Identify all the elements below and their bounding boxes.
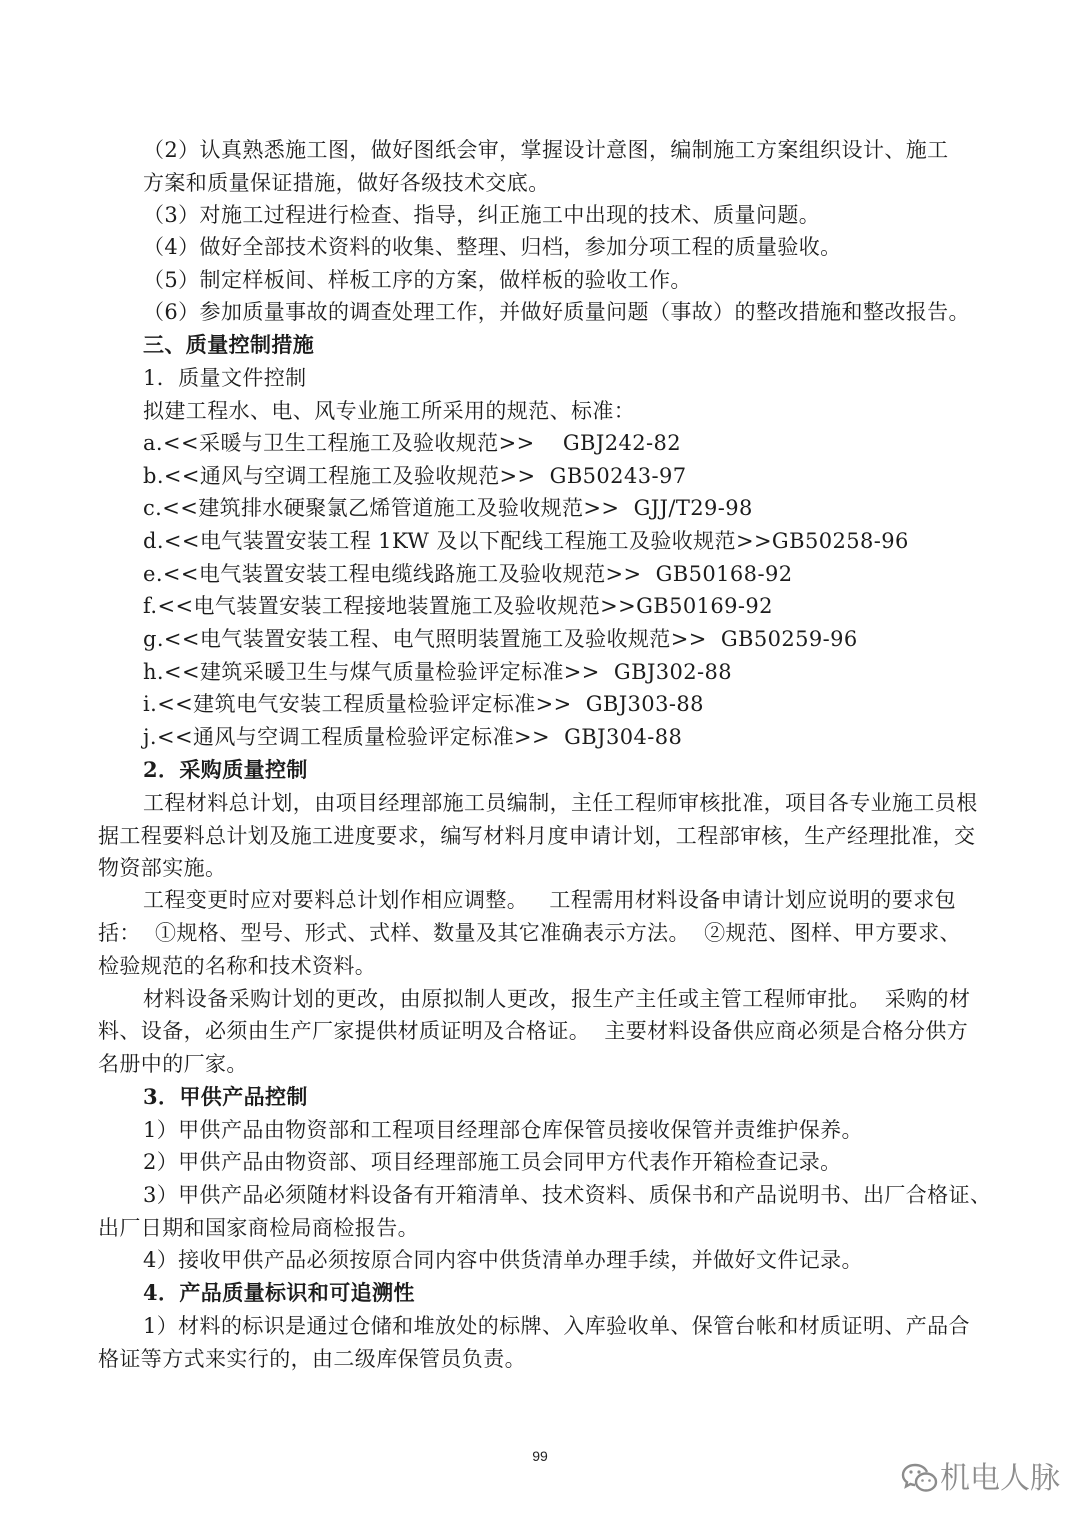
- documents-intro: 拟建工程水、电、风专业施工所采用的规范、标准：: [143, 399, 636, 423]
- list-item: 1）材料的标识是通过仓储和堆放处的标牌、入库验收单、保管台帐和材质证明、产品合: [143, 1314, 970, 1338]
- standard-item: i.<<建筑电气安装工程质量检验评定标准>> GBJ303-88: [143, 692, 704, 716]
- paragraph-line: 据工程要料总计划及施工进度要求，编写材料月度申请计划，工程部审核，生产经理批准，交: [98, 824, 976, 848]
- paragraph-line: 检验规范的名称和技术资料。: [98, 954, 377, 978]
- responsibility-item-4: （4）做好全部技术资料的收集、整理、归档，参加分项工程的质量验收。: [143, 235, 842, 259]
- standard-item: j.<<通风与空调工程质量检验评定标准>> GBJ304-88: [143, 725, 683, 749]
- subsection-heading-procurement: 2．采购质量控制: [143, 757, 308, 782]
- responsibility-item-5: （5）制定样板间、样板工序的方案，做样板的验收工作。: [143, 268, 692, 292]
- list-item-continued: 格证等方式来实行的，由二级库保管员负责。: [98, 1347, 526, 1371]
- paragraph-line: 物资部实施。: [98, 856, 227, 880]
- standard-item: d.<<电气装置安装工程 1KW 及以下配线工程施工及验收规范>>GB50258-96: [143, 529, 909, 553]
- section-heading: 三、质量控制措施: [143, 332, 315, 357]
- standard-item: c.<<建筑排水硬聚氯乙烯管道施工及验收规范>> GJJ/T29-98: [143, 496, 753, 520]
- list-item-continued: 出厂日期和国家商检局商检报告。: [98, 1216, 419, 1240]
- wechat-icon: [901, 1462, 939, 1494]
- paragraph-line: 工程变更时应对要料总计划作相应调整。 工程需用材料设备申请计划应说明的要求包: [143, 888, 957, 912]
- subsection-heading-traceability: 4．产品质量标识和可追溯性: [143, 1280, 415, 1305]
- paragraph-line: 料、设备，必须由生产厂家提供材质证明及合格证。 主要材料设备供应商必须是合格分供方: [98, 1019, 969, 1043]
- subsection-heading-documents: 1．质量文件控制: [143, 366, 307, 390]
- page-number: 99: [532, 1448, 548, 1464]
- list-item: 4）接收甲供产品必须按原合同内容中供货清单办理手续，并做好文件记录。: [143, 1248, 863, 1272]
- list-item: 1）甲供产品由物资部和工程项目经理部仓库保管员接收保管并责维护保养。: [143, 1118, 863, 1142]
- paragraph-line: 括： ①规格、型号、形式、式样、数量及其它准确表示方法。 ②规范、图样、甲方要求、: [98, 921, 961, 945]
- responsibility-item-3: （3）对施工过程进行检查、指导，纠正施工中出现的技术、质量问题。: [143, 203, 821, 227]
- standard-item: h.<<建筑采暖卫生与煤气质量检验评定标准>> GBJ302-88: [143, 660, 733, 684]
- standard-item: g.<<电气装置安装工程、电气照明装置施工及验收规范>> GB50259-96: [143, 627, 858, 651]
- list-item: 3）甲供产品必须随材料设备有开箱清单、技术资料、质保书和产品说明书、出厂合格证、: [143, 1183, 992, 1207]
- standard-item: f.<<电气装置安装工程接地装置施工及验收规范>>GB50169-92: [143, 594, 773, 618]
- paragraph-line: 材料设备采购计划的更改，由原拟制人更改，报生产主任或主管工程师审批。 采购的材: [143, 987, 971, 1011]
- responsibility-item-6: （6）参加质量事故的调查处理工作，并做好质量问题（事故）的整改措施和整改报告。: [143, 300, 970, 324]
- standard-item: b.<<通风与空调工程施工及验收规范>> GB50243-97: [143, 464, 687, 488]
- list-item: 2）甲供产品由物资部、项目经理部施工员会同甲方代表作开箱检查记录。: [143, 1150, 842, 1174]
- watermark-text: 机电人脉: [940, 1461, 1060, 1496]
- standard-item: a.<<采暖与卫生工程施工及验收规范>> GBJ242-82: [143, 431, 682, 455]
- paragraph-line: 名册中的厂家。: [98, 1052, 248, 1076]
- standard-item: e.<<电气装置安装工程电缆线路施工及验收规范>> GB50168-92: [143, 562, 793, 586]
- responsibility-item-2-continued: 方案和质量保证措施，做好各级技术交底。: [143, 171, 550, 195]
- responsibility-item-2: （2）认真熟悉施工图，做好图纸会审，掌握设计意图，编制施工方案组织设计、施工: [143, 138, 949, 162]
- subsection-heading-client-supplied: 3．甲供产品控制: [143, 1084, 308, 1109]
- paragraph-line: 工程材料总计划，由项目经理部施工员编制，主任工程师审核批准，项目各专业施工员根: [143, 791, 978, 815]
